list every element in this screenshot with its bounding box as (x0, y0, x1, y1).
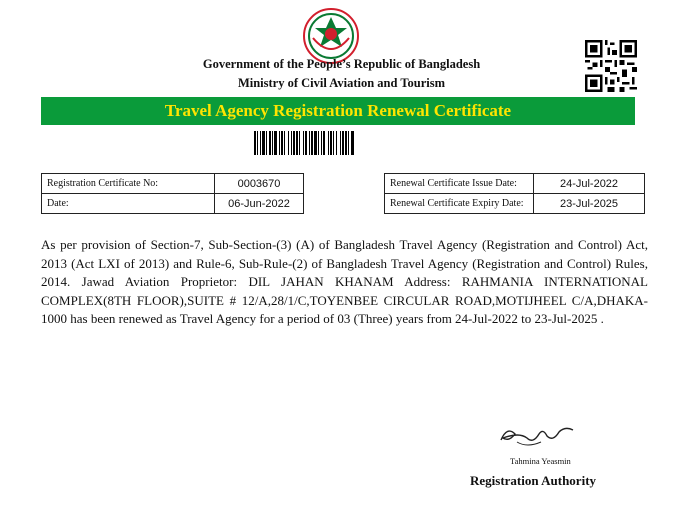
registration-table (41, 173, 304, 214)
renewal-table (384, 173, 645, 214)
qr-code-icon (585, 40, 637, 92)
registration-date-value: 06-Jun-2022 (215, 194, 304, 214)
government-seal-icon (303, 8, 359, 64)
table-row (42, 194, 304, 214)
table-row (385, 194, 645, 214)
government-name: Government of the People’s Republic of Bangladesh (202, 57, 481, 71)
signer-title: Registration Authority (470, 473, 597, 488)
registration-no-value: 0003670 (215, 174, 304, 194)
table-row (385, 174, 645, 194)
signature-icon (497, 420, 577, 450)
table-row (42, 174, 304, 194)
certificate-title-banner: Travel Agency Registration Renewal Certificate (41, 97, 635, 125)
expiry-date-value: 23-Jul-2025 (534, 194, 645, 214)
registration-no-label: Registration Certificate No: (42, 174, 215, 194)
signer-name: Tahmina Yeasmin (510, 456, 571, 466)
issue-date-value: 24-Jul-2022 (534, 174, 645, 194)
expiry-date-label: Renewal Certificate Expiry Date: (385, 194, 534, 214)
barcode-icon (254, 131, 414, 155)
certificate-body-text: As per provision of Section-7, Sub-Section-(3) (A) of Bangladesh Travel Agency (Registration and Control) Act, 2013 (Act LXI of 2013) and Rule-6, Sub-Rule-(2) of Bangladesh Travel Agency (Registration and Control) Rules, 2014. Jawad Aviation Proprietor: DIL JAHAN KHANAM Address: RAHMANIA INTERNATIONAL COMPLEX(8TH FLOOR),SUITE # 12/A,28/1/C,TOYENBEE CIRCULAR ROAD,MOTIJHEEL C/A,DHAKA-1000 has been renewed as Travel Agency for a period of 03 (Three) years from 24-Jul-2022 to 23-Jul-2025 . (41, 237, 648, 327)
registration-date-label: Date: (42, 194, 215, 214)
ministry-name: Ministry of Civil Aviation and Tourism (237, 76, 446, 90)
issue-date-label: Renewal Certificate Issue Date: (385, 174, 534, 194)
